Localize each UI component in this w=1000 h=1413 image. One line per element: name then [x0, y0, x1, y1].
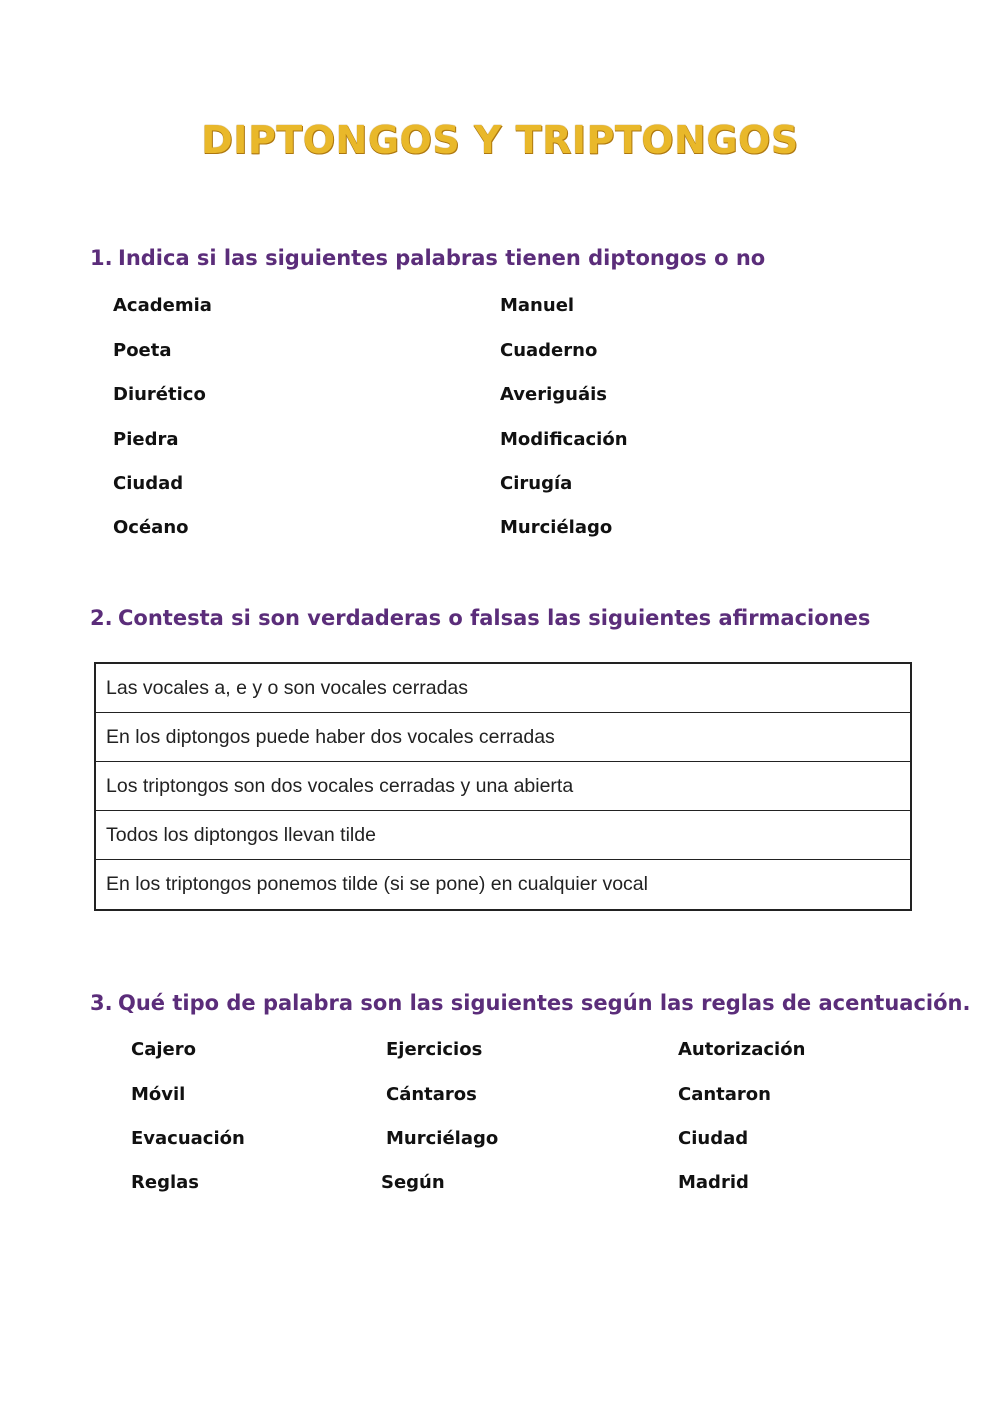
section2-number: 2. [90, 606, 113, 630]
section3-number: 3. [90, 991, 113, 1015]
section3-heading-text: Qué tipo de palabra son las siguientes según las reglas de acentuación. [118, 991, 971, 1015]
section1-word: Manuel [500, 295, 575, 316]
section1-heading-text: Indica si las siguientes palabras tienen diptongos o no [118, 246, 766, 270]
section3-word: Ejercicios [386, 1039, 483, 1060]
section1-word: Océano [113, 517, 189, 538]
section1-word: Modificación [500, 429, 628, 450]
section3-word: Murciélago [386, 1128, 499, 1149]
section1-word: Poeta [113, 340, 172, 361]
section3-word: Cajero [131, 1039, 196, 1060]
section3-word: Móvil [131, 1084, 186, 1105]
page-title: DIPTONGOS Y TRIPTONGOS [201, 118, 799, 162]
statement-text: Todos los diptongos llevan tilde [106, 823, 376, 846]
statement-row [96, 664, 910, 713]
section1-number: 1. [90, 246, 113, 270]
statement-row [96, 811, 910, 860]
section1-word: Cuaderno [500, 340, 598, 361]
section1-word: Ciudad [113, 473, 184, 494]
section1-word: Diurético [113, 384, 206, 405]
statement-text: Las vocales a, e y o son vocales cerradas [106, 676, 469, 699]
section3-word: Cántaros [386, 1084, 477, 1105]
statement-row [96, 762, 910, 811]
section1-word: Academia [113, 295, 212, 316]
section1-word: Cirugía [500, 473, 573, 494]
section2-heading-text: Contesta si son verdaderas o falsas las siguientes afirmaciones [118, 606, 871, 630]
section1-heading [90, 246, 765, 270]
section3-word: Según [381, 1172, 445, 1193]
section2-heading [90, 606, 870, 630]
statement-row [96, 713, 910, 762]
statement-text: En los triptongos ponemos tilde (si se pone) en cualquier vocal [106, 873, 648, 895]
section3-word: Reglas [131, 1172, 199, 1193]
section3-word: Autorización [678, 1039, 806, 1060]
true-false-table [94, 662, 912, 911]
section3-heading [90, 991, 970, 1015]
section1-word: Piedra [113, 429, 179, 450]
section3-word: Cantaron [678, 1084, 771, 1105]
section1-word: Averiguáis [500, 384, 608, 405]
section3-word: Ciudad [678, 1128, 749, 1149]
section1-word: Murciélago [500, 517, 613, 538]
statement-row [96, 860, 910, 909]
statement-text: Los triptongos son dos vocales cerradas y una abierta [106, 774, 574, 797]
section3-word: Evacuación [131, 1128, 245, 1149]
statement-text: En los diptongos puede haber dos vocales cerradas [106, 725, 555, 748]
section3-word: Madrid [678, 1172, 749, 1193]
